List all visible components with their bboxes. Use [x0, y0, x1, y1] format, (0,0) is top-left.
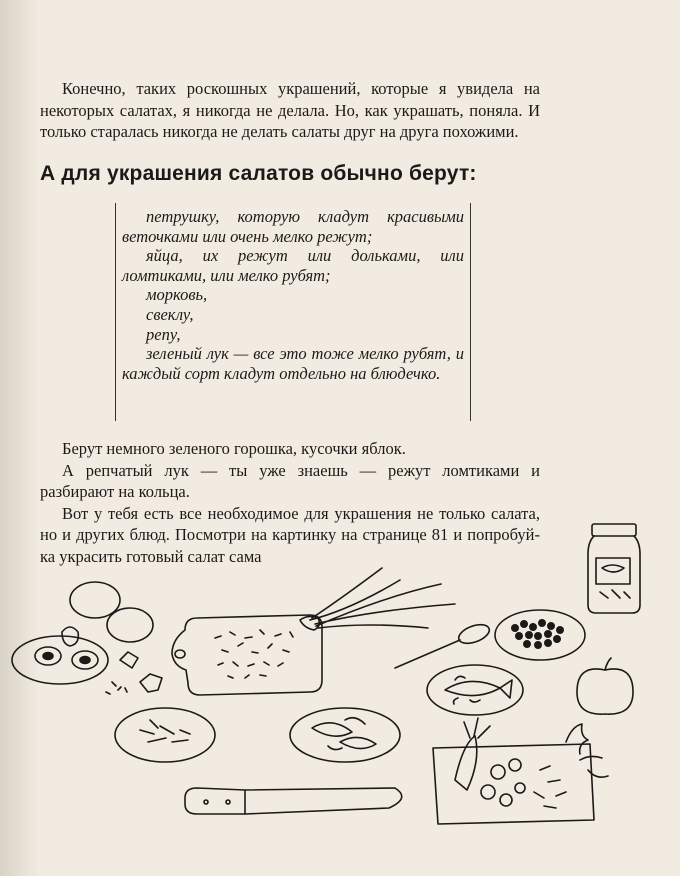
paragraph-onion: А репчатый лук — ты уже знаешь — режут ломтиками и разбирают на кольца. [40, 460, 540, 501]
peas-plate-illustration [495, 610, 585, 660]
list-item-green-onion: зеленый лук — все это тоже мелко рубят, и каждый сорт кладут отдельно на блюдечко. [122, 344, 464, 383]
spoon-illustration [395, 621, 492, 668]
vegetables-board-illustration [433, 718, 608, 824]
salad-plates-illustration [115, 708, 400, 762]
paragraph-instructions: Вот у тебя есть все необходимое для украшения не только салата, но и других блюд. Посмотри на картинку на странице 81 и попробуй-ка украсить готовый салат сама [40, 503, 540, 566]
knife-illustration [185, 788, 402, 814]
section-heading: А для украшения салатов обычно берут: [40, 162, 477, 185]
kitchen-illustration [0, 520, 680, 876]
apple-illustration [577, 658, 633, 714]
list-item-turnip: репу, [146, 324, 181, 344]
list-item-parsley: петрушку, которую кладут красивыми веточками или очень мелко режут; [122, 207, 464, 246]
eggs-illustration [12, 582, 162, 694]
cutting-board-illustration [172, 568, 455, 695]
intro-paragraph: Конечно, таких роскошных украшений, которые я увидела на некоторых салатах, я никогда не делала. Но, как украшать, поняла. И только старалась никогда не делать салаты друг на друга похожими. [40, 79, 540, 141]
list-item-eggs: яйца, их режут или дольками, или ломтиками, или мелко рубят; [122, 246, 464, 285]
garnish-list-box [115, 203, 471, 421]
list-item-carrot: морковь, [146, 285, 208, 305]
fish-plate-illustration [427, 665, 523, 715]
paragraph-peas: Берут немного зеленого горошка, кусочки яблок. [62, 439, 406, 458]
jar-illustration [588, 524, 640, 613]
list-item-beet: свеклу, [146, 304, 194, 324]
